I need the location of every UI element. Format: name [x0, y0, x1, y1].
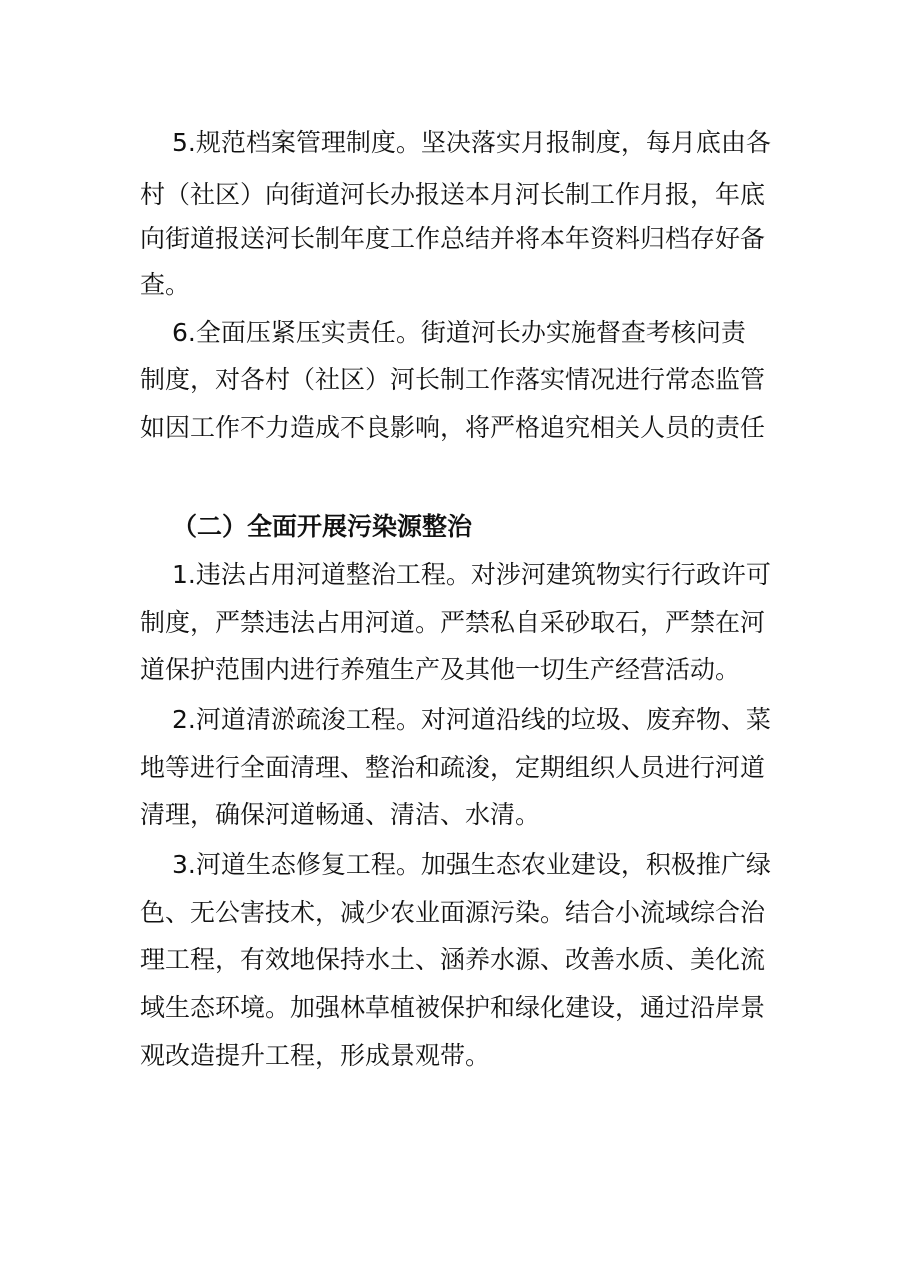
paragraph-line: 清理，确保河道畅通、清洁、水清。: [140, 800, 541, 829]
paragraph-line: 制度，严禁违法占用河道。严禁私自采砂取石，严禁在河: [140, 608, 766, 637]
section-heading: （二）全面开展污染源整治: [172, 512, 473, 541]
paragraph-line: 地等进行全面清理、整治和疏浚，定期组织人员进行河道: [140, 753, 766, 782]
paragraph-line: 道保护范围内进行养殖生产及其他一切生产经营活动。: [140, 655, 741, 684]
paragraph-line: 域生态环境。加强林草植被保护和绿化建设，通过沿岸景: [140, 993, 766, 1022]
paragraph-line: 如因工作不力造成不良影响，将严格追究相关人员的责任: [140, 413, 766, 442]
paragraph-line: 3.河道生态修复工程。加强生态农业建设，积极推广绿: [172, 850, 771, 879]
paragraph-line: 查。: [140, 270, 191, 299]
paragraph-line: 向街道报送河长制年度工作总结并将本年资料归档存好备: [140, 224, 766, 253]
paragraph-line: 理工程，有效地保持水土、涵养水源、改善水质、美化流: [140, 945, 766, 974]
paragraph-line: 6.全面压紧压实责任。街道河长办实施督查考核问责: [172, 318, 746, 347]
paragraph-line: 村（社区）向街道河长办报送本月河长制工作月报，年底: [140, 180, 766, 209]
paragraph-line: 观改造提升工程，形成景观带。: [140, 1041, 491, 1070]
paragraph-line: 色、无公害技术，减少农业面源污染。结合小流域综合治: [140, 898, 766, 927]
paragraph-line: 1.违法占用河道整治工程。对涉河建筑物实行行政许可: [172, 560, 771, 589]
paragraph-line: 2.河道清淤疏浚工程。对河道沿线的垃圾、废弃物、菜: [172, 705, 771, 734]
paragraph-line: 制度，对各村（社区）河长制工作落实情况进行常态监管: [140, 365, 766, 394]
paragraph-line: 5.规范档案管理制度。坚决落实月报制度，每月底由各: [172, 128, 771, 157]
